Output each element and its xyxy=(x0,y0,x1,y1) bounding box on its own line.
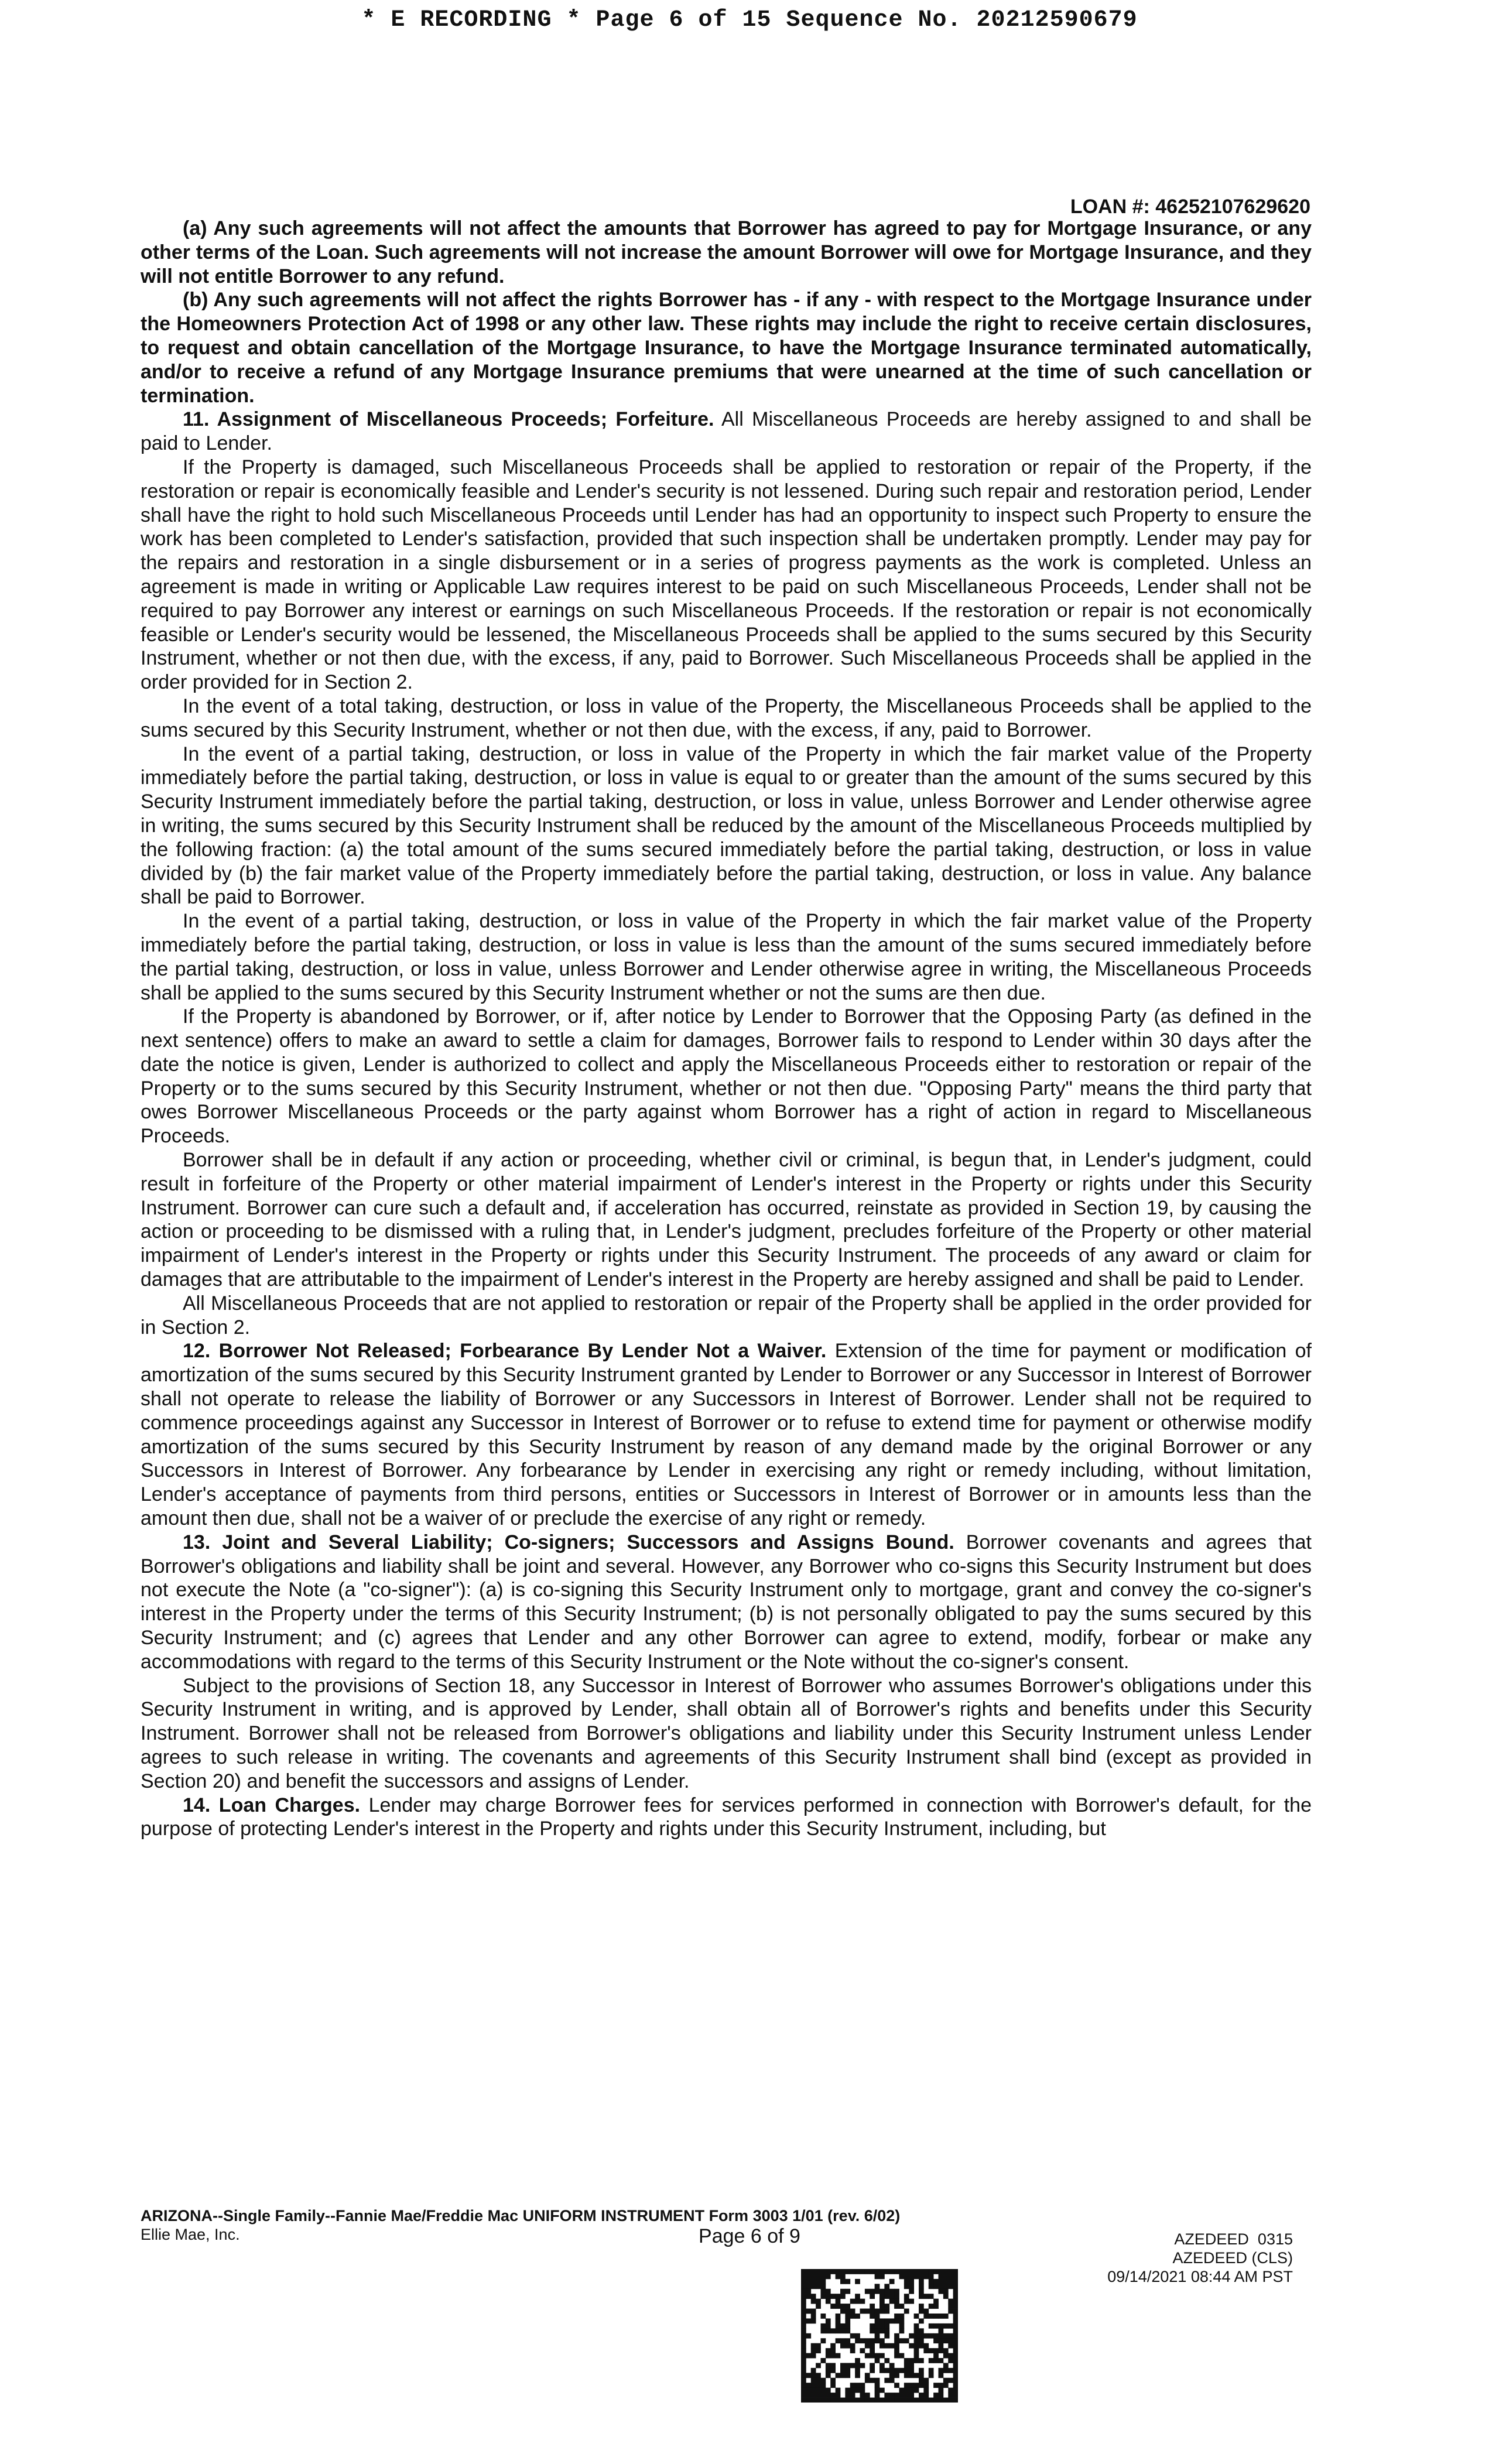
section-13-title: 13. Joint and Several Liability; Co-signers; Successors and Assigns Bound. xyxy=(183,1531,954,1553)
section-11-text: All Miscellaneous Proceeds are hereby assigned to and shall be paid to Lender. xyxy=(141,408,1312,455)
paragraph-a: (a) Any such agreements will not affect the amounts that Borrower has agreed to pay for Mortgage Insurance, or any other terms of the Loan. Such agreements will not increase the amount Borrower will owe for Mortgage Insurance, and they will not entitle Borrower to any refund. xyxy=(141,217,1312,288)
form-title: ARIZONA--Single Family--Fannie Mae/Freddie Mac UNIFORM INSTRUMENT Form 3003 1/01 (rev. 6/02) xyxy=(141,2207,901,2225)
section-11-paragraph-2: In the event of a total taking, destruction, or loss in value of the Property, the Miscellaneous Proceeds shall be applied to the sums secured by this Security Instrument, whether or not then due, with the excess, if any, paid to Borrower. xyxy=(141,694,1312,741)
section-13-paragraph-2: Subject to the provisions of Section 18, any Successor in Interest of Borrower who assumes Borrower's obligations under this Security Instrument in writing, and is approved by Lender, shall obtain all of Borrower's rights and benefits under this Security Instrument. Borrower shall not be released from Borrower's obligations and liability under this Security Instrument unless Lender agrees to such release in writing. The covenants and agreements of this Security Instrument shall bind (except as provided in Section 20) and benefit the successors and assigns of Lender. xyxy=(141,1674,1312,1792)
section-11-intro xyxy=(141,408,1312,456)
section-13-text: Borrower covenants and agrees that Borrower's obligations and liability shall be joint and several. However, any Borrower who co-signs this Security Instrument but does not execute the Note (a "co-signer"): (a) is co-signing this Security Instrument only to mortgage, grant and convey the co-signer's interest in the Property under the terms of this Security Instrument; (b) is not personally obligated to pay the sums secured by this Security Instrument; and (c) agrees that Lender and any other Borrower can agree to extend, modify, forbear or make any accommodations with regard to the terms of this Security Instrument or the Note without the co-signer's consent. xyxy=(141,1531,1312,1673)
section-11-paragraph-3: In the event of a partial taking, destruction, or loss in value of the Property in which the fair market value of the Property immediately before the partial taking, destruction, or loss in value is equal to or greater than the amount of the sums secured by this Security Instrument immediately before the partial taking, destruction, or loss in value, unless Borrower and Lender otherwise agree in writing, the sums secured by this Security Instrument shall be reduced by the amount of the Miscellaneous Proceeds multiplied by the following fraction: (a) the total amount of the sums secured immediately before the partial taking, destruction, or loss in value divided by (b) the fair market value of the Property immediately before the partial taking, destruction, or loss in value. Any balance shall be paid to Borrower. xyxy=(141,742,1312,909)
section-11-paragraph-4: In the event of a partial taking, destruction, or loss in value of the Property in which the fair market value of the Property immediately before the partial taking, destruction, or loss in value is less than the amount of the sums secured immediately before the partial taking, destruction, or loss in value, unless Borrower and Lender otherwise agree in writing, the Miscellaneous Proceeds shall be applied to the sums secured by this Security Instrument whether or not the sums are then due. xyxy=(141,910,1312,1004)
document-body xyxy=(141,217,1312,1841)
section-11-paragraph-6: Borrower shall be in default if any action or proceeding, whether civil or criminal, is begun that, in Lender's judgment, could result in forfeiture of the Property or other material impairment of Lender's interest in the Property or rights under this Security Instrument. Borrower can cure such a default and, if acceleration has occurred, reinstate as provided in Section 19, by causing the action or proceeding to be dismissed with a ruling that, in Lender's judgment, precludes forfeiture of the Property or other material impairment of Lender's interest in the Property or rights under this Security Instrument. The proceeds of any award or claim for damages that are attributable to the impairment of Lender's interest in the Property are hereby assigned and shall be paid to Lender. xyxy=(141,1149,1312,1291)
loan-number: LOAN #: 46252107629620 xyxy=(1070,196,1310,218)
section-11-title: 11. Assignment of Miscellaneous Proceeds; Forfeiture. xyxy=(183,408,714,431)
barcode-icon xyxy=(801,2269,958,2403)
section-12 xyxy=(141,1339,1312,1530)
section-13 xyxy=(141,1531,1312,1674)
section-12-text: Extension of the time for payment or modification of amortization of the sums secured by this Security Instrument granted by Lender to Borrower or any Successor in Interest of Borrower shall not operate to release the liability of Borrower or any Successors in Interest of Borrower. Lender shall not be required to commence proceedings against any Successor in Interest of Borrower or to refuse to extend time for payment or otherwise modify amortization of the sums secured by this Security Instrument by reason of any demand made by the original Borrower or any Successors in Interest of Borrower. Any forbearance by Lender in exercising any right or remedy including, without limitation, Lender's acceptance of payments from third persons, entities or Successors in Interest of Borrower or in amounts less than the amount then due, shall not be a waiver of or preclude the exercise of any right or remedy. xyxy=(141,1340,1312,1530)
print-timestamp: 09/14/2021 08:44 AM PST xyxy=(1107,2268,1293,2285)
company-name: Ellie Mae, Inc. xyxy=(141,2226,240,2243)
footer-codes xyxy=(1107,2230,1293,2286)
section-11-paragraph-5: If the Property is abandoned by Borrower, or if, after notice by Lender to Borrower that the Opposing Party (as defined in the next sentence) offers to make an award to settle a claim for damages, Borrower fails to respond to Lender within 30 days after the date the notice is given, Lender is authorized to collect and apply the Miscellaneous Proceeds either to restoration or repair of the Property or to the sums secured by this Security Instrument, whether or not then due. "Opposing Party" means the third party that owes Borrower Miscellaneous Proceeds or the party against whom Borrower has a right of action in regard to Miscellaneous Proceeds. xyxy=(141,1005,1312,1148)
form-code-1: AZEDEED 0315 xyxy=(1174,2230,1293,2248)
section-11-paragraph-1: If the Property is damaged, such Miscellaneous Proceeds shall be applied to restoration or repair of the Property, if the restoration or repair is economically feasible and Lender's security is not lessened. During such repair and restoration period, Lender shall have the right to hold such Miscellaneous Proceeds until Lender has had an opportunity to inspect such Property to ensure the work has been completed to Lender's satisfaction, provided that such inspection shall be undertaken promptly. Lender may pay for the repairs and restoration in a single disbursement or in a series of progress payments as the work is completed. Unless an agreement is made in writing or Applicable Law requires interest to be paid on such Miscellaneous Proceeds, Lender shall not be required to pay Borrower any interest or earnings on such Miscellaneous Proceeds. If the restoration or repair is not economically feasible or Lender's security would be lessened, the Miscellaneous Proceeds shall be applied to the sums secured by this Security Instrument, whether or not then due, with the excess, if any, paid to Borrower. Such Miscellaneous Proceeds shall be applied in the order provided for in Section 2. xyxy=(141,456,1312,694)
paragraph-b: (b) Any such agreements will not affect the rights Borrower has - if any - with respect to the Mortgage Insurance under the Homeowners Protection Act of 1998 or any other law. These rights may include the right to receive certain disclosures, to request and obtain cancellation of the Mortgage Insurance, to have the Mortgage Insurance terminated automatically, and/or to receive a refund of any Mortgage Insurance premiums that were unearned at the time of such cancellation or termination. xyxy=(141,289,1312,407)
section-14-title: 14. Loan Charges. xyxy=(183,1794,361,1816)
section-14-text: Lender may charge Borrower fees for services performed in connection with Borrower's default, for the purpose of protecting Lender's interest in the Property and rights under this Security Instrument, including, but xyxy=(141,1794,1312,1840)
section-11-paragraph-7: All Miscellaneous Proceeds that are not applied to restoration or repair of the Property shall be applied in the order provided for in Section 2. xyxy=(141,1292,1312,1339)
form-code-2: AZEDEED (CLS) xyxy=(1172,2249,1293,2267)
section-12-title: 12. Borrower Not Released; Forbearance By Lender Not a Waiver. xyxy=(183,1340,827,1363)
page-number: Page 6 of 9 xyxy=(699,2225,800,2247)
section-14 xyxy=(141,1794,1312,1842)
recording-header: * E RECORDING * Page 6 of 15 Sequence No. 20212590679 xyxy=(361,7,1138,33)
